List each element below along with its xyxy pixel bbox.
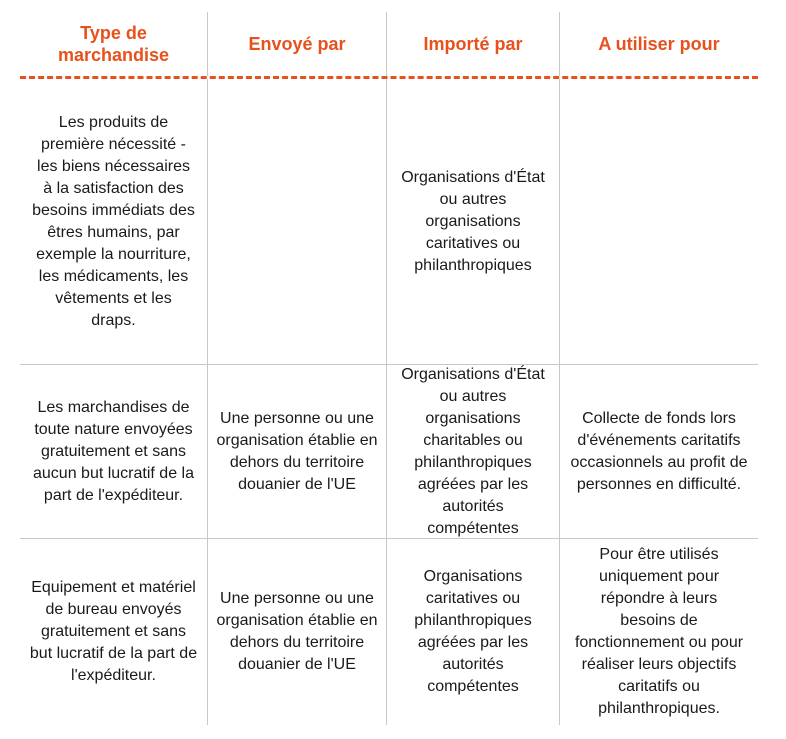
cell-type: Les produits de première nécessité - les biens nécessaires à la satisfaction des besoins immédiats des êtres humains, par exemple la nourriture, les médicaments, les vêtements et les draps.: [32, 113, 195, 329]
cell-sent-by: Une personne ou une organisation établie en dehors du territoire douanier de l'UE: [207, 539, 386, 725]
table-row: [20, 79, 758, 365]
header-sent-by-label: Envoyé par: [248, 34, 346, 54]
goods-table: [20, 12, 758, 725]
cell-use-for: Pour être utilisés uniquement pour répondre à leurs besoins de fonctionnement ou pour réaliser leurs objectifs caritatifs ou philanthropiques.: [559, 539, 758, 725]
cell-imported-by: Organisations d'État ou autres organisations caritatives ou philanthropiques: [386, 79, 559, 364]
table-header: [20, 12, 758, 76]
cell-imported-by: Organisations d'État ou autres organisations charitables ou philanthropiques agréées par les autorités compétentes: [386, 365, 559, 538]
table-row: [20, 365, 758, 539]
cell-type: Equipement et matériel de bureau envoyés gratuitement et sans but lucratif de la part de l'expéditeur.: [29, 579, 198, 684]
table-row: [20, 539, 758, 725]
cell-type: Les marchandises de toute nature envoyées gratuitement et sans aucun but lucratif de la part de l'expéditeur.: [33, 398, 194, 504]
header-type-label: Type de marchandise: [57, 23, 170, 65]
cell-use-for: [559, 79, 758, 364]
header-imported-by: [386, 12, 559, 76]
header-use-for-label: A utiliser pour: [598, 34, 720, 54]
header-use-for: [559, 12, 758, 76]
header-type: [20, 12, 207, 76]
header-imported-by-label: Importé par: [423, 34, 523, 54]
header-sent-by: [207, 12, 386, 76]
cell-sent-by: Une personne ou une organisation établie en dehors du territoire douanier de l'UE: [207, 365, 386, 538]
cell-sent-by: [207, 79, 386, 364]
cell-imported-by: Organisations caritatives ou philanthropiques agréées par les autorités compétentes: [386, 539, 559, 725]
cell-use-for: Collecte de fonds lors d'événements caritatifs occasionnels au profit de personnes en difficulté.: [559, 365, 758, 538]
